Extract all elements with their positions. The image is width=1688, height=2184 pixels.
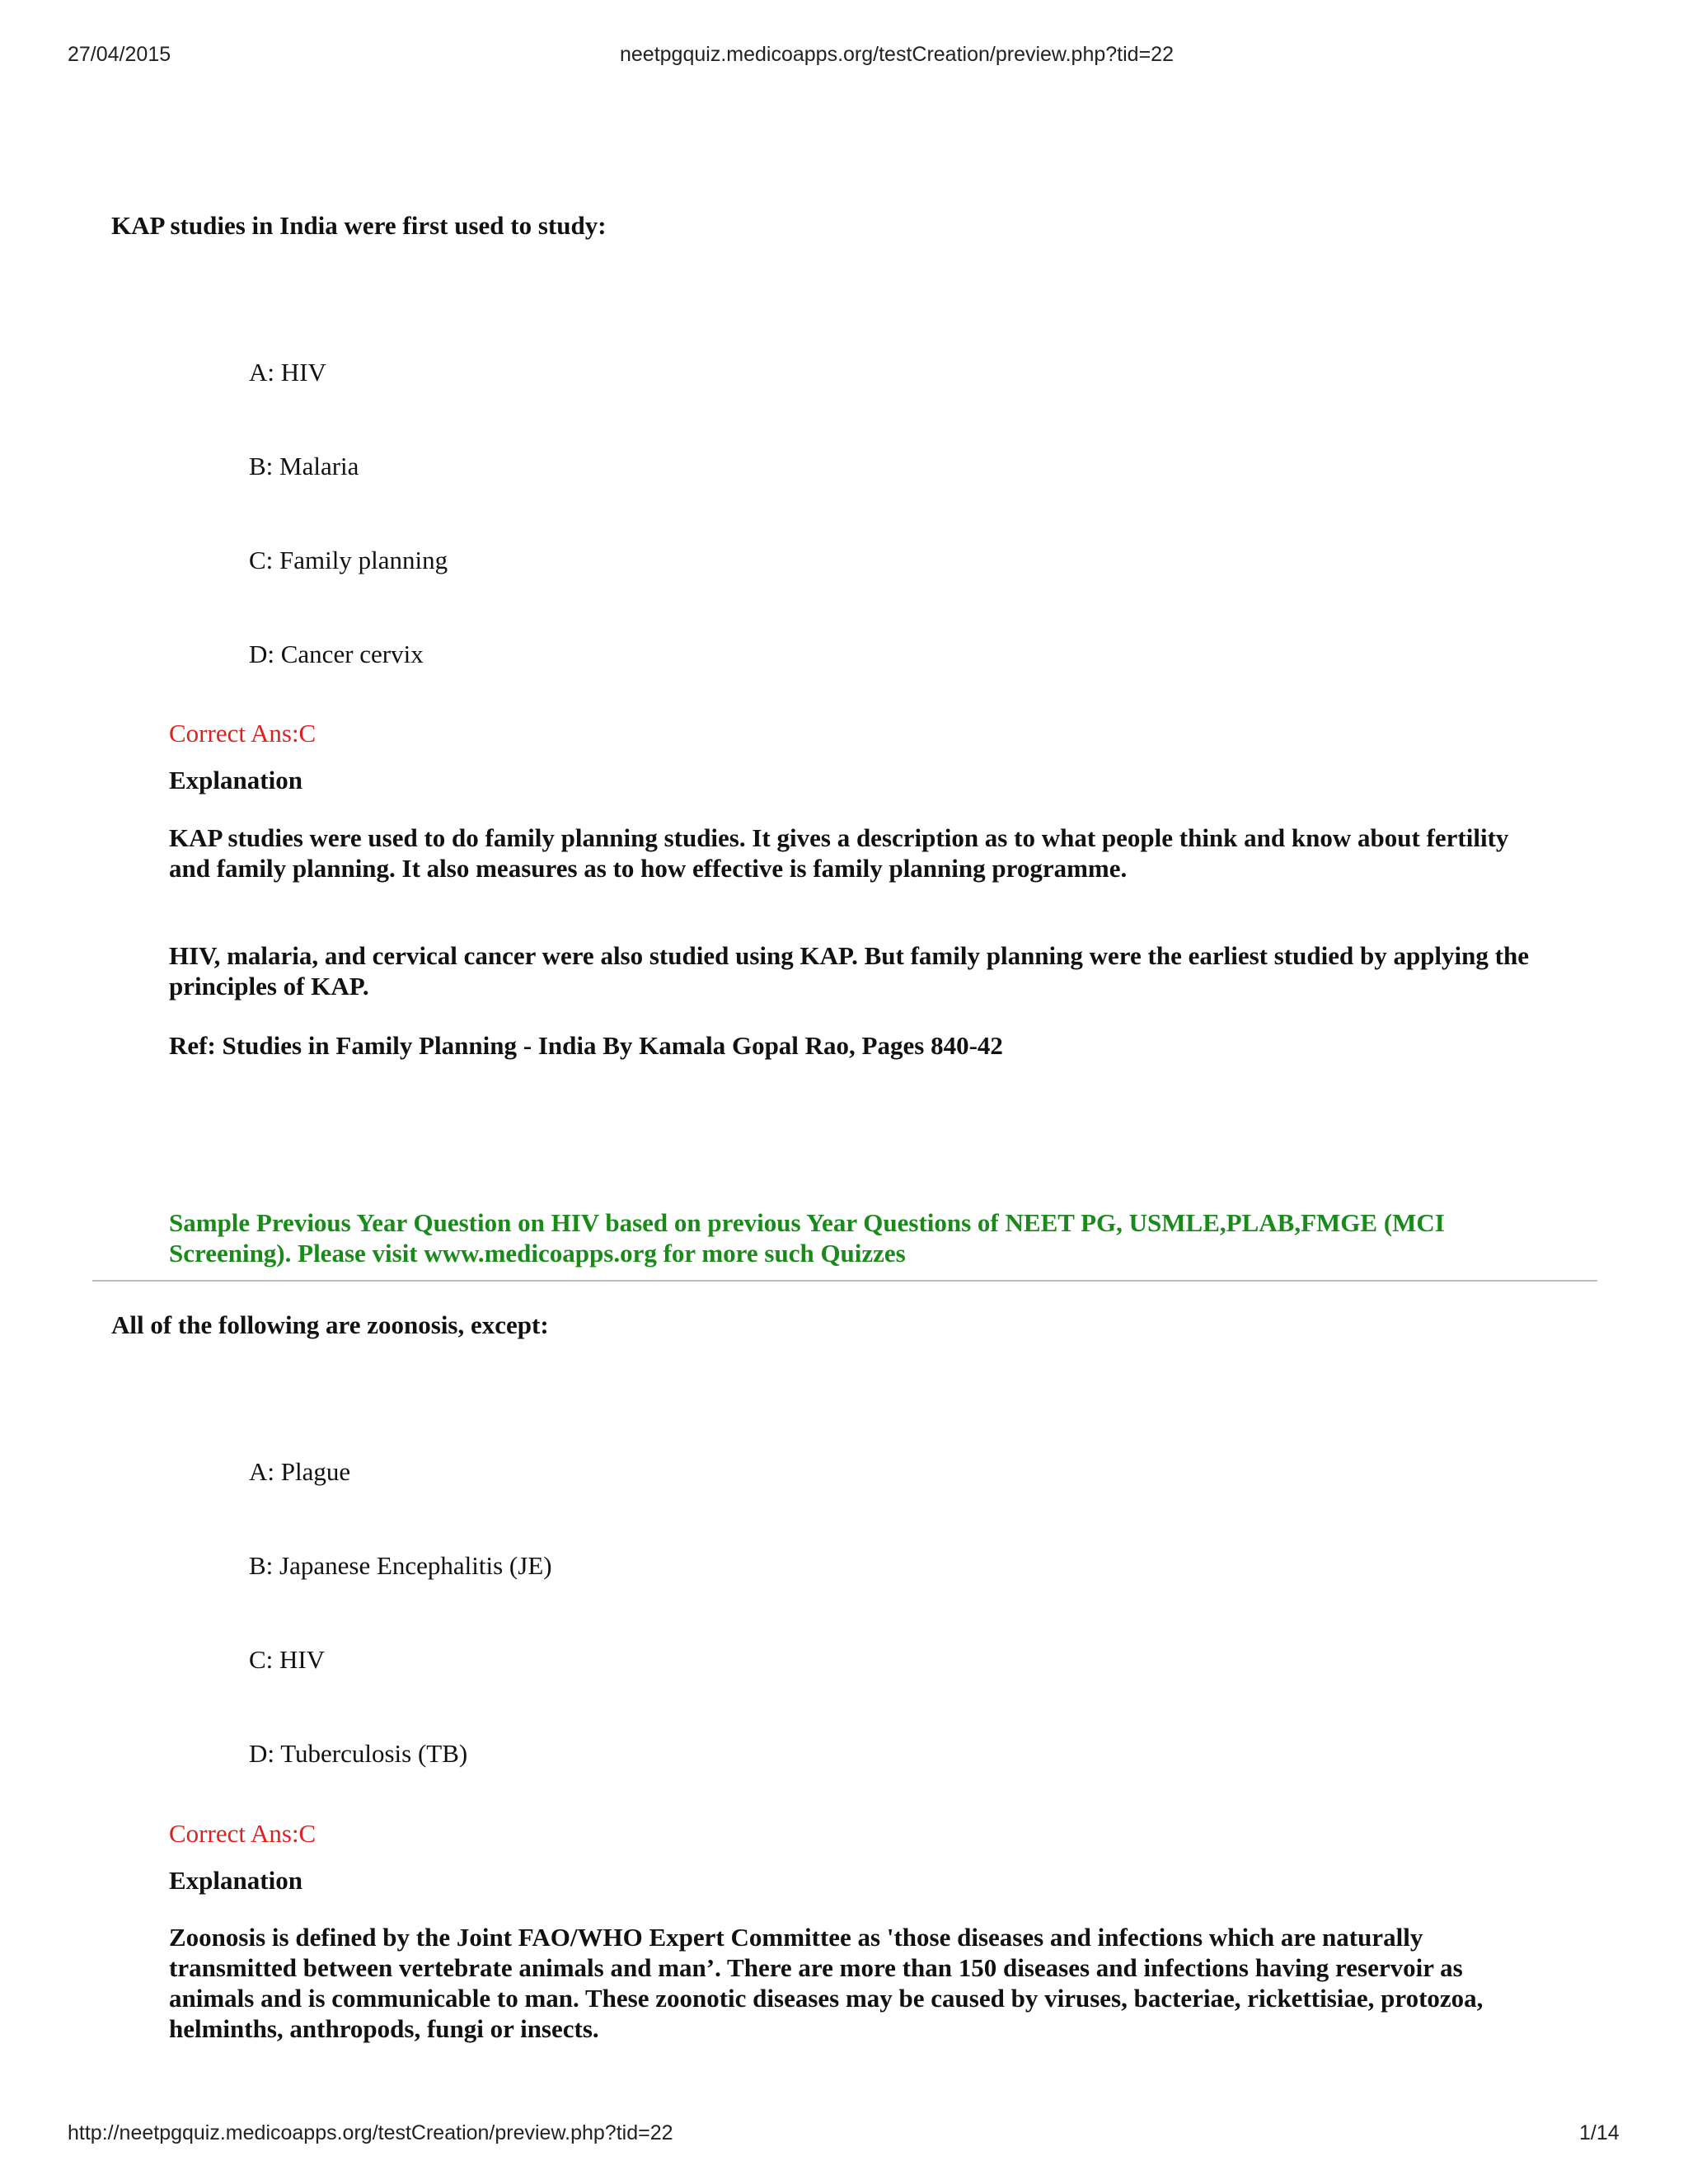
page-url-footer[interactable]: http://neetpgquiz.medicoapps.org/testCreation/preview.php?tid=22 [68,2121,673,2144]
question-2-correct-answer: Correct Ans:C [169,1819,316,1848]
page-number: 1/14 [1579,2121,1620,2144]
question-1-explanation-paragraph-2: HIV, malaria, and cervical cancer were also studied using KAP. But family planning were the earliest studied by applying the principles of KAP. [169,941,1529,1001]
question-1-promo-text: Sample Previous Year Question on HIV based on previous Year Questions of NEET PG, USMLE,PLAB,FMGE (MCI Screening). Please visit www.medicoapps.org for more such Quizzes [169,1208,1445,1268]
question-2-option-d: D: Tuberculosis (TB) [249,1739,468,1768]
question-2-explanation-heading: Explanation [169,1866,302,1895]
question-1-correct-answer: Correct Ans:C [169,719,316,748]
question-1-option-b: B: Malaria [249,452,359,480]
question-1-option-a: A: HIV [249,358,326,387]
question-2-option-a: A: Plague [249,1457,351,1486]
question-2-explanation-paragraph-1: Zoonosis is defined by the Joint FAO/WHO Expert Committee as 'those diseases and infections which are naturally transmitted between vertebrate animals and man’. There are more than 150 diseases and infections having reservoir as animals and is communicable to man. These zoonotic diseases may be caused by viruses, bacteriae, rickettisiae, protozoa, helminths, anthropods, fungi or insects. [169,1923,1484,2043]
page-url-header[interactable]: neetpgquiz.medicoapps.org/testCreation/preview.php?tid=22 [620,43,1174,66]
question-2-title: All of the following are zoonosis, except: [111,1310,549,1339]
question-1-explanation-paragraph-1: KAP studies were used to do family planning studies. It gives a description as to what people think and know about fertility and family planning. It also measures as to how effective is family planning programme. [169,823,1509,883]
print-date: 27/04/2015 [68,43,171,66]
question-1-explanation-heading: Explanation [169,766,302,794]
question-1-reference: Ref: Studies in Family Planning - India By Kamala Gopal Rao, Pages 840-42 [169,1031,1003,1060]
question-1-title: KAP studies in India were first used to study: [111,211,607,240]
question-1-option-d: D: Cancer cervix [249,640,424,668]
question-1-option-c: C: Family planning [249,546,448,574]
question-divider [92,1280,1597,1282]
question-2-option-c: C: HIV [249,1645,326,1674]
question-2-option-b: B: Japanese Encephalitis (JE) [249,1551,552,1580]
